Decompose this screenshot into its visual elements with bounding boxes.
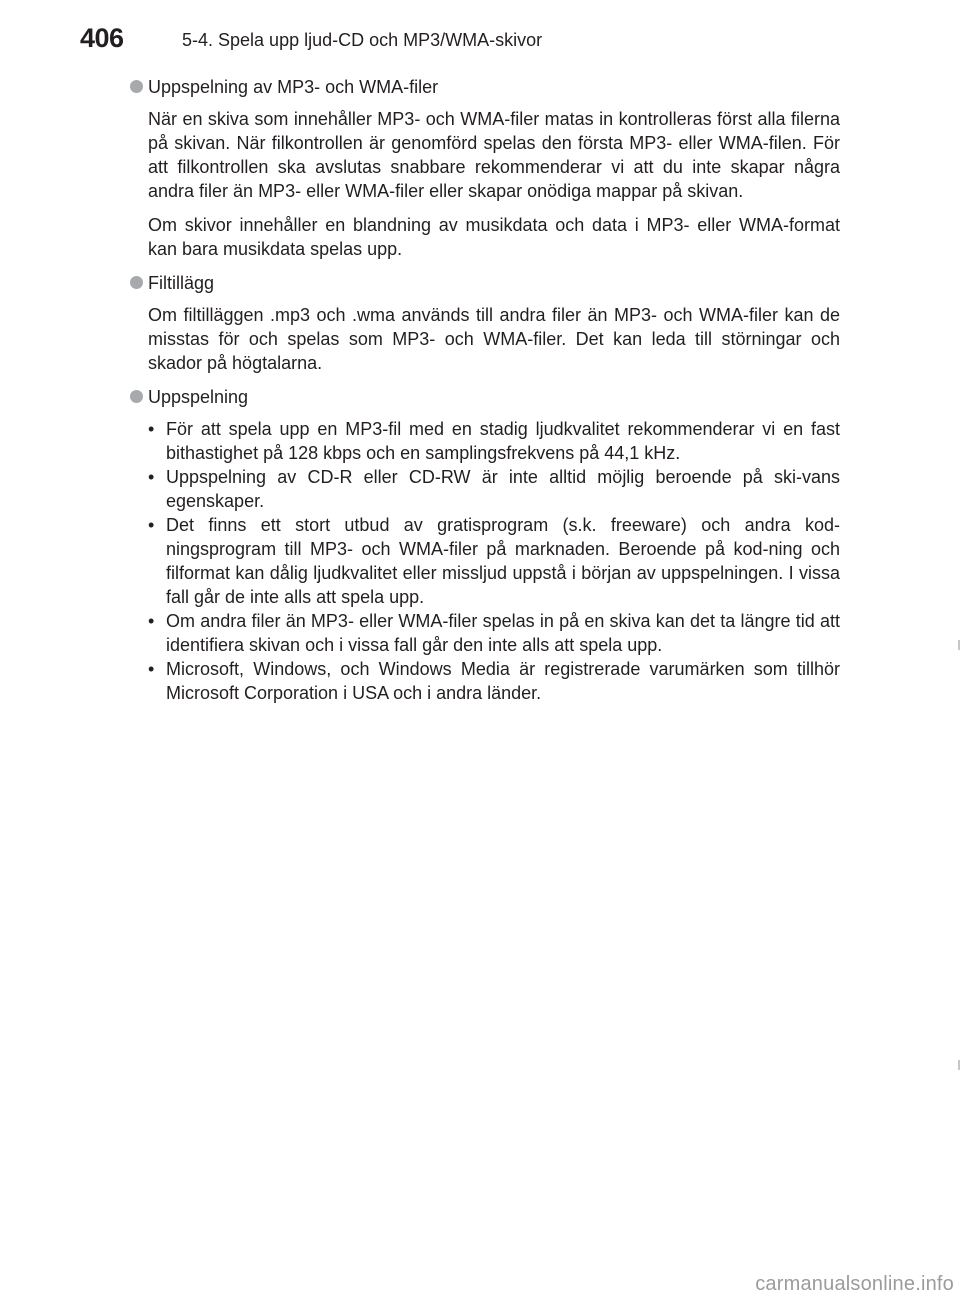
paragraph: Om filtilläggen .mp3 och .wma används till andra filer än MP3- och WMA-filer kan de misstas för och spelas som MP3- och WMA-filer. Det kan leda till störningar och skador på högtalarna. <box>148 305 840 373</box>
list-item <box>148 609 840 657</box>
list-item-text: Uppspelning av CD-R eller CD-RW är inte alltid möjlig beroende på ski-vans egenskaper. <box>166 467 840 511</box>
gray-bullet-icon <box>130 390 143 403</box>
section-heading-text: Uppspelning <box>148 387 249 407</box>
bullet-mark: • <box>148 659 155 679</box>
paragraph: Om skivor innehåller en blandning av musikdata och data i MP3- eller WMA-format kan bara musikdata spelas upp. <box>148 215 840 259</box>
list-item-text: Om andra filer än MP3- eller WMA-filer spelas in på en skiva kan det ta längre tid att identifiera skivan och i vissa fall går den inte alls att spela upp. <box>166 611 840 655</box>
list-item <box>148 465 840 513</box>
bullet-mark: • <box>148 611 155 631</box>
page-number: 406 <box>80 23 124 53</box>
bullet-mark: • <box>148 515 155 535</box>
section-playback <box>130 385 840 705</box>
section-heading <box>130 385 840 409</box>
section-heading <box>130 271 840 295</box>
section-file-extensions <box>130 271 840 375</box>
gray-bullet-icon <box>130 80 143 93</box>
list-item-text: Det finns ett stort utbud av gratisprogram (s.k. freeware) och andra kod-ningsprogram till MP3- och WMA-filer på marknaden. Beroende på kod-ning och filformat kan dålig ljudkvalitet eller missljud uppstå i början av uppspelningen. I vissa fall går de inte alls att spela upp. <box>166 515 840 607</box>
list-item <box>148 417 840 465</box>
gray-bullet-icon <box>130 276 143 289</box>
page-header <box>80 20 880 60</box>
list-item <box>148 657 840 705</box>
page-content <box>130 75 840 715</box>
section-heading <box>130 75 840 99</box>
bullet-list <box>148 417 840 705</box>
watermark: carmanualsonline.info <box>755 1273 954 1295</box>
section-mp3-wma-playback <box>130 75 840 261</box>
list-item-text: Microsoft, Windows, och Windows Media är registrerade varumärken som tillhör Microsoft Corporation i USA och i andra länder. <box>166 659 840 703</box>
bullet-mark: • <box>148 419 155 439</box>
bullet-mark: • <box>148 467 155 487</box>
section-heading-text: Filtillägg <box>148 273 215 293</box>
chapter-title: 5-4. Spela upp ljud-CD och MP3/WMA-skivor <box>182 30 543 50</box>
list-item <box>148 513 840 609</box>
list-item-text: För att spela upp en MP3-fil med en stadig ljudkvalitet rekommenderar vi en fast bithastighet på 128 kbps och en samplingsfrekvens på 44,1 kHz. <box>166 419 840 463</box>
paragraph: När en skiva som innehåller MP3- och WMA-filer matas in kontrolleras först alla filerna på skivan. När filkontrollen är genomförd spelas den första MP3- eller WMA-filen. För att filkontrollen ska avslutas snabbare rekommenderar vi att du inte skapar några andra filer än MP3- eller WMA-filer eller skapar onödiga mappar på skivan. <box>148 109 840 201</box>
section-heading-text: Uppspelning av MP3- och WMA-filer <box>148 77 439 97</box>
